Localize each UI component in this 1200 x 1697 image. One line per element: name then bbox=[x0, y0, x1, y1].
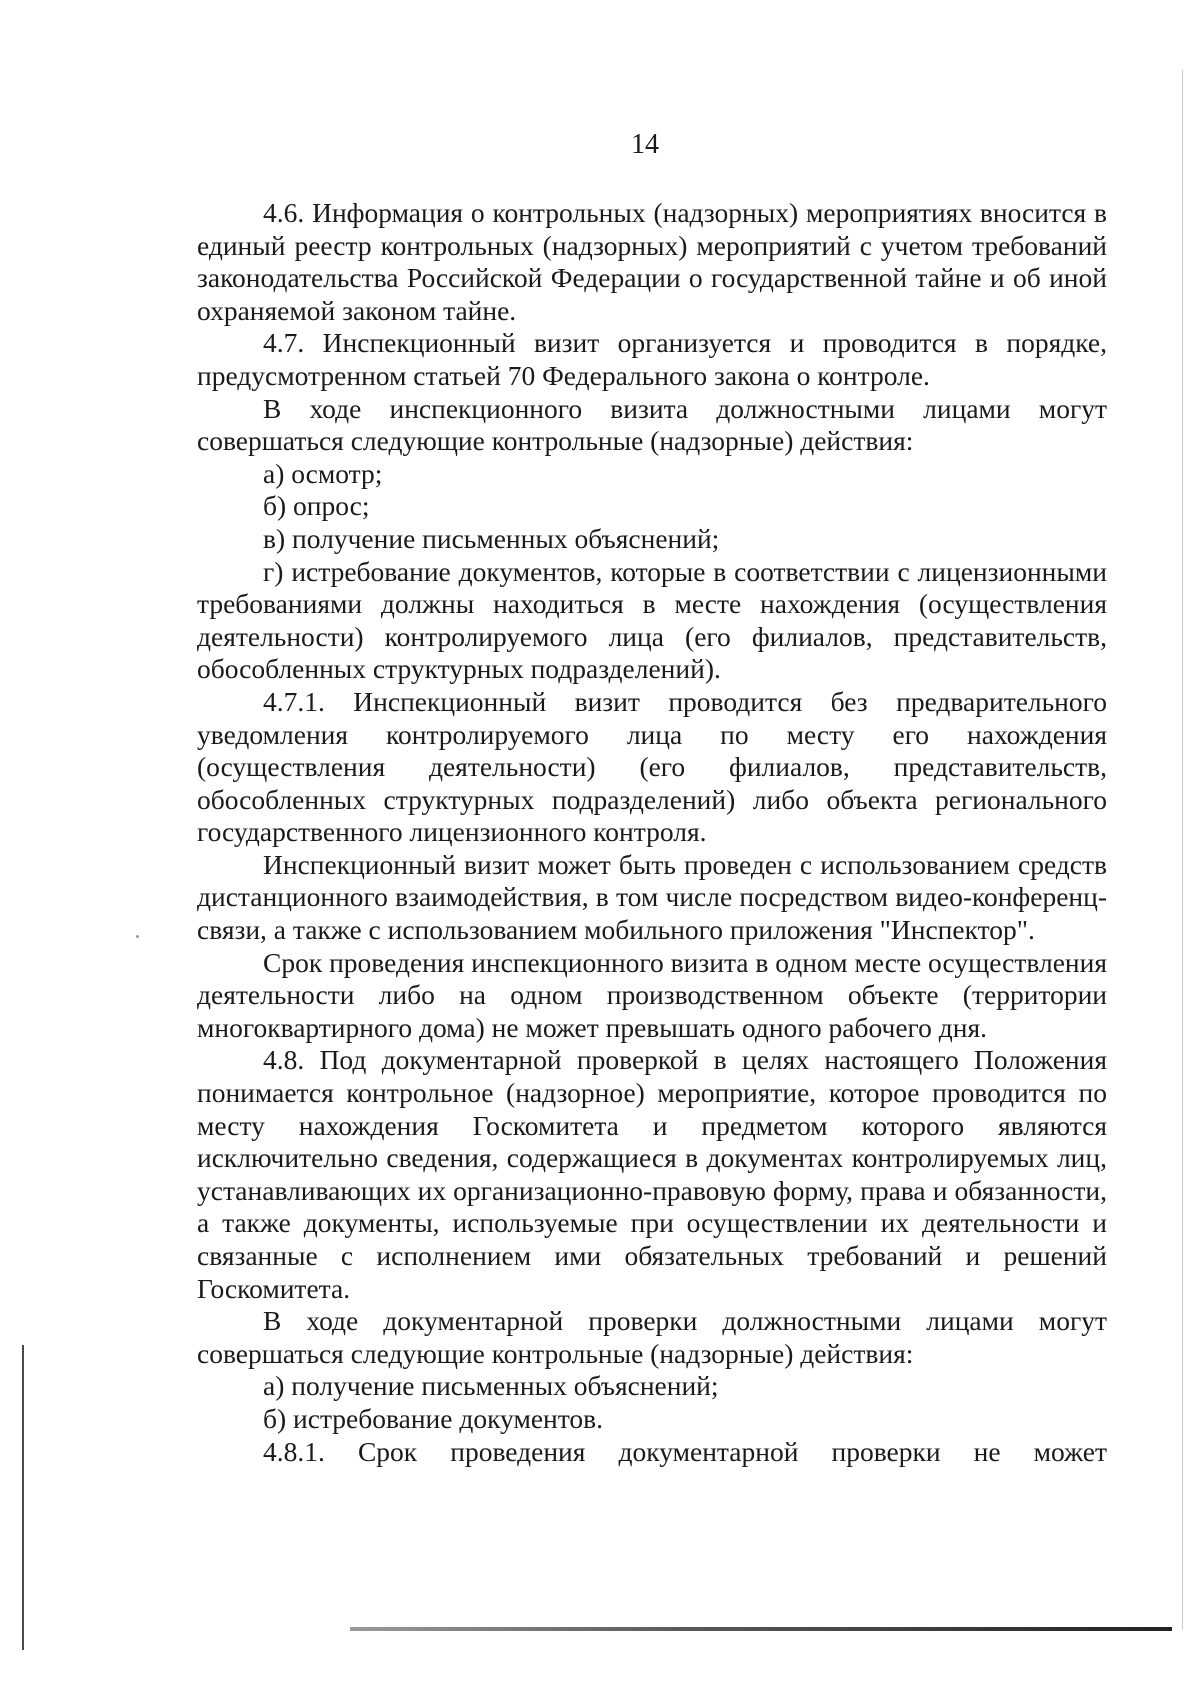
document-body bbox=[197, 197, 1107, 1468]
paragraph-remote-inspection: Инспекционный визит может быть проведен с использованием средств дистанционного взаимодействия, в том числе посредством видео-конференц-связи, а также с использованием мобильного приложения "Инспектор". bbox=[197, 848, 1107, 946]
paragraph-4-7: 4.7. Инспекционный визит организуется и проводится в порядке, предусмотренном статьей 70 Федерального закона о контроле. bbox=[197, 327, 1107, 391]
list-item-a: а) осмотр; bbox=[263, 457, 383, 489]
scan-edge-right bbox=[1182, 70, 1183, 1630]
list-item-b-document-check: б) истребование документов. bbox=[263, 1402, 604, 1434]
paragraph-4-8: 4.8. Под документарной проверкой в целях настоящего Положения понимается контрольное (надзорное) мероприятие, которое проводится по месту нахождения Госкомитета и предметом которого являются исключительно сведения, содержащиеся в документах контролируемых лиц, устанавливающих их организационно-правовую форму, права и обязанности, а также документы, используемые при осуществлении их деятельности и связанные с исполнением ими обязательных требований и решений Госкомитета. bbox=[197, 1044, 1107, 1304]
scan-edge-bottom bbox=[350, 1627, 1172, 1631]
paragraph-document-check-actions-intro: В ходе документарной проверки должностными лицами могут совершаться следующие контрольные (надзорные) действия: bbox=[197, 1305, 1107, 1369]
paragraph-4-8-1: 4.8.1. Срок проведения документарной проверки не может bbox=[263, 1435, 1107, 1467]
list-item-b: б) опрос; bbox=[263, 490, 370, 522]
list-item-v: в) получение письменных объяснений; bbox=[263, 522, 720, 554]
page-number: 14 bbox=[631, 129, 659, 160]
scan-edge-left bbox=[22, 1345, 24, 1650]
paragraph-inspection-duration: Срок проведения инспекционного визита в одном месте осуществления деятельности либо на одном производственном объекте (территории многоквартирного дома) не может превышать одного рабочего дня. bbox=[197, 946, 1107, 1043]
paragraph-4-6: 4.6. Информация о контрольных (надзорных) мероприятиях вносится в единый реестр контрольных (надзорных) мероприятий с учетом требований законодательства Российской Федерации о государственной тайне и об иной охраняемой законом тайне. bbox=[197, 197, 1107, 326]
paragraph-4-7-1: 4.7.1. Инспекционный визит проводится без предварительного уведомления контролируемого лица по месту его нахождения (осуществления деятельности) (его филиалов, представительств, обособленных структурных подразделений) либо объекта регионального государственного лицензионного контроля. bbox=[197, 685, 1107, 848]
scan-speck bbox=[136, 935, 139, 938]
paragraph-inspection-actions-intro: В ходе инспекционного визита должностными лицами могут совершаться следующие контрольные (надзорные) действия: bbox=[197, 392, 1107, 457]
list-item-a-document-check: а) получение письменных объяснений; bbox=[263, 1370, 719, 1402]
list-item-g: г) истребование документов, которые в соответствии с лицензионными требованиями должны находиться в месте нахождения (осуществления деятельности) контролируемого лица (его филиалов, представительств, обособленных структурных подразделений). bbox=[197, 555, 1107, 685]
